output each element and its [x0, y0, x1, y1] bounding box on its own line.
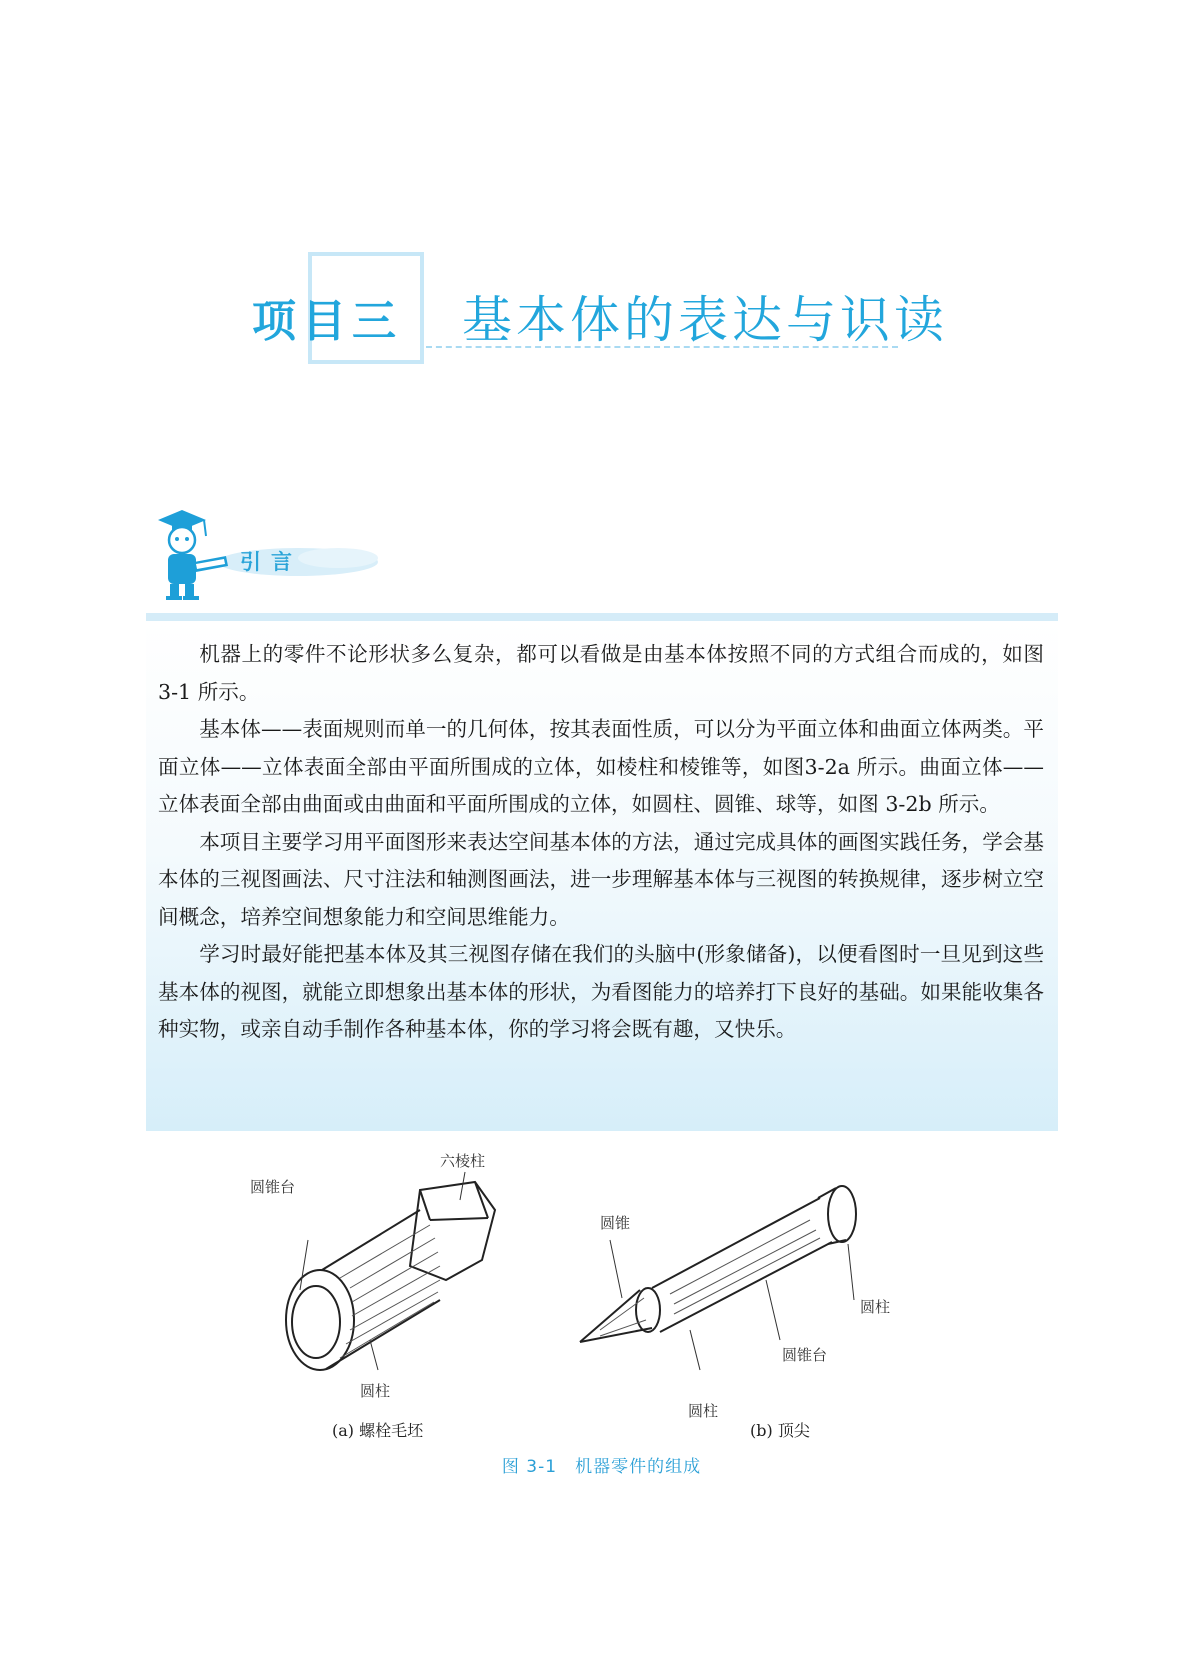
label-cone: 圆锥: [600, 1214, 631, 1232]
chapter-label: 项目三: [252, 296, 402, 347]
label-hex-prism: 六棱柱: [440, 1152, 486, 1170]
label-frustum-b: 圆锥台: [782, 1346, 828, 1364]
intro-paragraph: 基本体——表面规则而单一的几何体，按其表面性质，可以分为平面立体和曲面立体两类。平面立体——立体表面全部由平面所围成的立体，如棱柱和棱锥等，如图3-2a 所示。曲面立体——立体表面全部由曲面或由曲面和平面所围成的立体，如圆柱、圆锥、球等，如图 3-2b 所示。: [158, 717, 1044, 816]
intro-paragraph: 机器上的零件不论形状多么复杂，都可以看做是由基本体按照不同的方式组合而成的，如图 3-1 所示。: [158, 642, 1044, 704]
figure-caption: 图 3-1 机器零件的组成: [501, 1457, 702, 1477]
intro-paragraph: 学习时最好能把基本体及其三视图存储在我们的头脑中(形象储备)，以便看图时一旦见到这些基本体的视图，就能立即想象出基本体的形状，为看图能力的培养打下良好的基础。如果能收集各种实物，或亲自动手制作各种基本体，你的学习将会既有趣，又快乐。: [158, 942, 1044, 1041]
subcaption-b: (b) 顶尖: [750, 1421, 810, 1440]
intro-paragraph: 本项目主要学习用平面图形来表达空间基本体的方法，通过完成具体的画图实践任务，学会基本体的三视图画法、尺寸注法和轴测图画法，进一步理解基本体与三视图的转换规律，逐步树立空间概念，培养空间想象能力和空间思维能力。: [158, 829, 1044, 929]
title-frame-divider: [420, 252, 424, 364]
label-cylinder-right: 圆柱: [860, 1298, 891, 1316]
figure-3-1: [240, 1152, 970, 1450]
intro-divider-bar: [146, 613, 1058, 621]
intro-text-block: [158, 636, 1044, 1049]
title-dotted-rule: [426, 346, 898, 348]
label-frustum-a: 圆锥台: [250, 1178, 296, 1196]
chapter-title: 基本体的表达与识读: [462, 291, 948, 349]
label-cylinder-a: 圆柱: [360, 1382, 391, 1400]
subcaption-a: (a) 螺栓毛坯: [332, 1421, 424, 1440]
label-cylinder-bottom: 圆柱: [688, 1402, 719, 1420]
intro-heading: 引言: [240, 550, 302, 574]
